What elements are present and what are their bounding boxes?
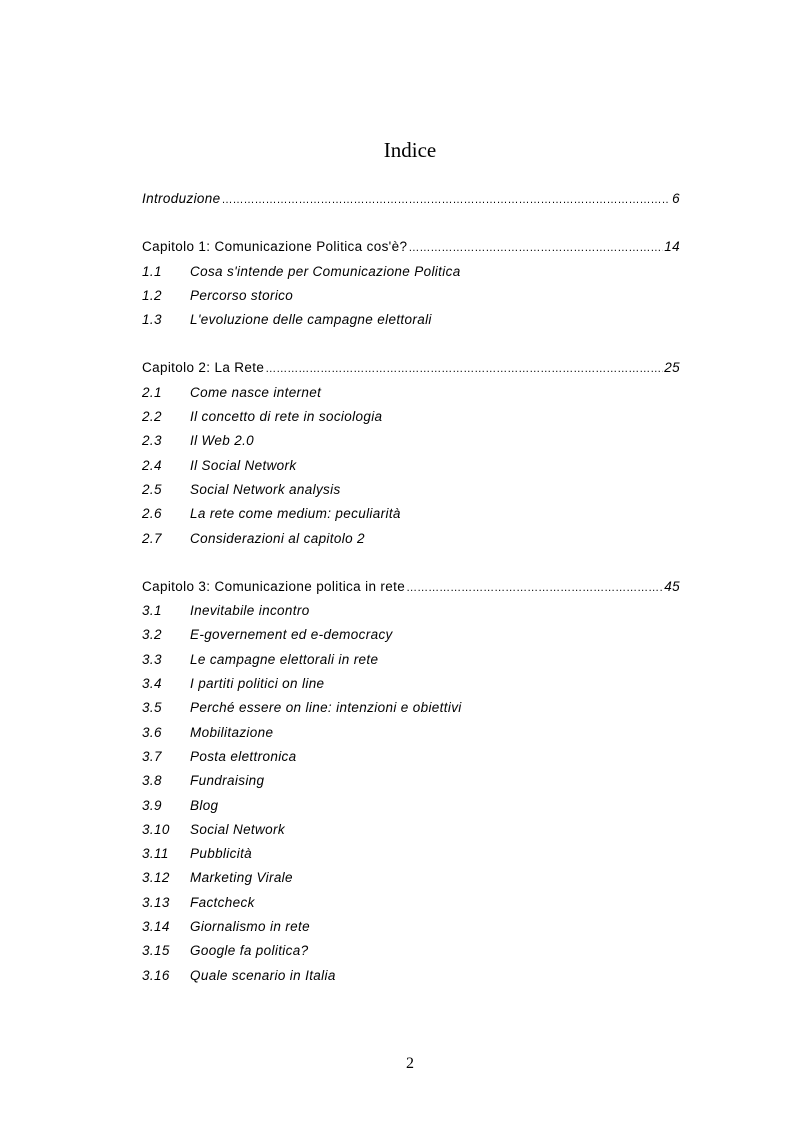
page-title: Indice xyxy=(383,138,437,162)
toc-section-number: 1.3 xyxy=(142,312,162,328)
toc-section-title: Inevitabile incontro xyxy=(190,603,310,619)
toc-section-number: 3.7 xyxy=(142,748,162,764)
toc-section[interactable] xyxy=(142,696,680,720)
toc-section-number: 3.2 xyxy=(142,627,162,643)
toc-section[interactable] xyxy=(142,745,680,769)
toc-entry-label: Capitolo 2: La Rete xyxy=(142,360,265,376)
toc-section[interactable] xyxy=(142,429,680,453)
toc-section-number: 3.8 xyxy=(142,773,162,789)
toc-section-title: Giornalismo in rete xyxy=(190,919,310,935)
toc-section-number: 3.6 xyxy=(142,724,162,740)
toc-section-title: Il concetto di rete in sociologia xyxy=(190,409,383,425)
toc-section[interactable] xyxy=(142,502,680,526)
toc-section-number: 3.11 xyxy=(142,846,169,862)
toc-section-number: 3.12 xyxy=(142,870,170,886)
toc-section-number: 3.13 xyxy=(142,894,170,910)
toc-section-number: 3.3 xyxy=(142,651,162,667)
toc-entry-introduzione[interactable] xyxy=(142,187,680,211)
toc-section[interactable] xyxy=(142,891,680,915)
toc-section-title: Pubblicità xyxy=(190,846,253,862)
page-number: 2 xyxy=(406,1055,414,1072)
toc-section-number: 2.3 xyxy=(142,433,162,449)
toc-section-title: Perché essere on line: intenzioni e obiettivi xyxy=(190,700,462,716)
toc-section[interactable] xyxy=(142,623,680,647)
toc-section[interactable] xyxy=(142,964,680,988)
toc-section-title: La rete come medium: peculiarità xyxy=(190,506,401,522)
toc-entry-capitolo-2[interactable] xyxy=(142,356,680,380)
toc-section-title: Fundraising xyxy=(190,773,265,789)
toc-section[interactable] xyxy=(142,939,680,963)
toc-section-title: Factcheck xyxy=(190,894,255,910)
toc-entry-page: 14 xyxy=(664,239,680,255)
toc-section[interactable] xyxy=(142,721,680,745)
toc-section-title: Social Network xyxy=(190,821,285,837)
toc-section-number: 2.1 xyxy=(142,384,162,400)
toc-section[interactable] xyxy=(142,842,680,866)
toc-section-number: 1.2 xyxy=(142,287,162,303)
dot-leader xyxy=(265,356,663,381)
toc-section-title: L'evoluzione delle campagne elettorali xyxy=(190,312,432,328)
toc-section-title: Blog xyxy=(190,797,219,813)
toc-section-title: Cosa s'intende per Comunicazione Politica xyxy=(190,263,461,279)
toc-section-number: 3.15 xyxy=(142,943,170,959)
toc-section-title: Google fa politica? xyxy=(190,943,309,959)
toc-section-title: Il Social Network xyxy=(190,457,297,473)
toc-section-number: 2.4 xyxy=(142,457,162,473)
toc-section-title: Social Network analysis xyxy=(190,481,341,497)
table-of-contents xyxy=(142,187,680,988)
toc-section-title: Considerazioni al capitolo 2 xyxy=(190,530,365,546)
toc-section-number: 2.6 xyxy=(142,506,162,522)
toc-section-number: 3.5 xyxy=(142,700,162,716)
toc-section-title: E-governement ed e-democracy xyxy=(190,627,393,643)
toc-entry-label: Capitolo 1: Comunicazione Politica cos'è? xyxy=(142,239,408,255)
toc-section[interactable] xyxy=(142,308,680,332)
toc-section-title: Percorso storico xyxy=(190,287,294,303)
toc-entry-label: Introduzione xyxy=(142,191,221,206)
toc-section-number: 3.9 xyxy=(142,797,162,813)
toc-entry-capitolo-1[interactable] xyxy=(142,235,680,259)
toc-section[interactable] xyxy=(142,527,680,551)
toc-section-number: 3.16 xyxy=(142,967,170,983)
toc-section[interactable] xyxy=(142,648,680,672)
toc-section-number: 3.4 xyxy=(142,676,162,692)
toc-entry-page: 45 xyxy=(664,578,680,594)
toc-section[interactable] xyxy=(142,866,680,890)
toc-section-title: Marketing Virale xyxy=(190,870,293,886)
toc-section[interactable] xyxy=(142,599,680,623)
toc-entry-label: Capitolo 3: Comunicazione politica in rete xyxy=(142,578,406,594)
toc-section-title: I partiti politici on line xyxy=(190,676,325,692)
toc-section-number: 3.1 xyxy=(142,603,162,619)
toc-section[interactable] xyxy=(142,405,680,429)
toc-section-number: 2.7 xyxy=(142,530,162,546)
toc-section-title: Come nasce internet xyxy=(190,384,322,400)
toc-section-title: Quale scenario in Italia xyxy=(190,967,336,983)
toc-section-title: Posta elettronica xyxy=(190,748,297,764)
dot-leader xyxy=(408,235,663,260)
toc-section[interactable] xyxy=(142,381,680,405)
toc-section[interactable] xyxy=(142,915,680,939)
toc-section-title: Le campagne elettorali in rete xyxy=(190,651,379,667)
toc-section-title: Il Web 2.0 xyxy=(190,433,255,449)
toc-section-number: 2.5 xyxy=(142,481,162,497)
toc-section-number: 2.2 xyxy=(142,409,162,425)
toc-section[interactable] xyxy=(142,284,680,308)
toc-entry-page: 25 xyxy=(664,360,680,376)
toc-section[interactable] xyxy=(142,672,680,696)
toc-section-title: Mobilitazione xyxy=(190,724,274,740)
toc-section-number: 3.14 xyxy=(142,919,170,935)
toc-section[interactable] xyxy=(142,769,680,793)
toc-section[interactable] xyxy=(142,818,680,842)
toc-section[interactable] xyxy=(142,260,680,284)
dot-leader xyxy=(406,575,663,600)
dot-leader xyxy=(222,187,669,212)
toc-section[interactable] xyxy=(142,454,680,478)
toc-entry-page: 6 xyxy=(672,191,680,206)
toc-entry-capitolo-3[interactable] xyxy=(142,575,680,599)
toc-section-number: 1.1 xyxy=(142,263,162,279)
toc-section[interactable] xyxy=(142,794,680,818)
toc-section-number: 3.10 xyxy=(142,821,170,837)
toc-section[interactable] xyxy=(142,478,680,502)
